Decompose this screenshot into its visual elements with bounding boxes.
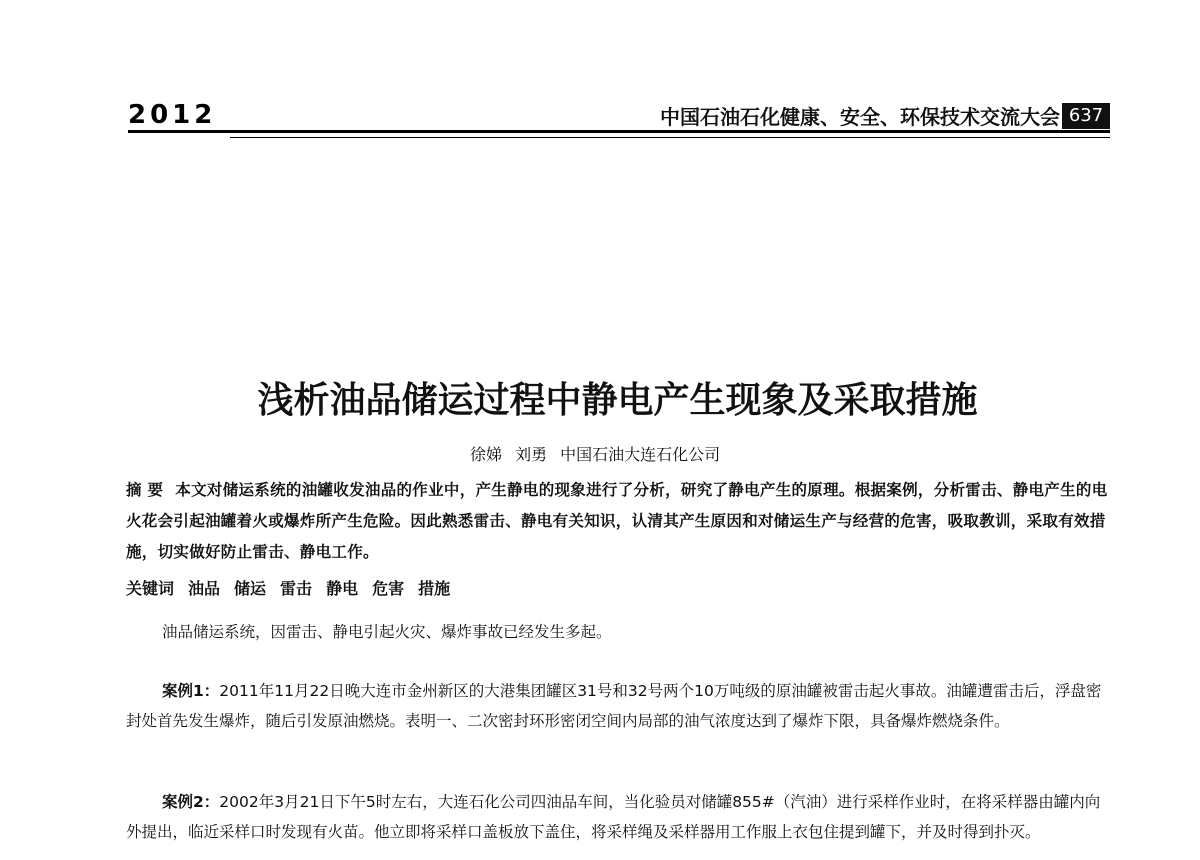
conference-title: 中国石油石化健康、安全、环保技术交流大会 bbox=[660, 105, 1060, 129]
header-rule-thick bbox=[128, 130, 1110, 133]
keyword: 油品 bbox=[188, 579, 221, 598]
keyword: 危害 bbox=[372, 579, 405, 598]
abstract-label: 摘 要 bbox=[126, 481, 164, 499]
header-rule-thin bbox=[230, 137, 1110, 138]
case-1-text: 2011年11月22日晚大连市金州新区的大港集团罐区31号和32号两个10万吨级的原油罐被雷击起火事故。油罐遭雷击后，浮盘密封处首先发生爆炸，随后引发原油燃烧。表明一、二次密封环形密闭空间内局部的油气浓度达到了爆炸下限，具备爆炸燃烧条件。 bbox=[126, 682, 1102, 730]
keyword: 措施 bbox=[418, 579, 451, 598]
keyword: 静电 bbox=[326, 579, 359, 598]
case-1-paragraph bbox=[126, 676, 1108, 736]
keywords bbox=[126, 573, 1108, 604]
case-1-label: 案例1： bbox=[162, 682, 220, 700]
page-number: 637 bbox=[1062, 103, 1110, 129]
header-year: 2012 bbox=[128, 100, 217, 130]
authors-line: 徐娣 刘勇 中国石油大连石化公司 bbox=[470, 445, 721, 464]
case-2-text: 2002年3月21日下午5时左右，大连石化公司四油品车间，当化验员对储罐855#（汽油）进行采样作业时，在将采样器由罐内向外提出，临近采样口时发现有火苗。他立即将采样口盖板放下盖住，将采样绳及采样器用工作服上衣包住提到罐下，并及时得到扑灭。 bbox=[126, 793, 1101, 841]
abstract bbox=[126, 475, 1108, 568]
keyword: 储运 bbox=[234, 579, 267, 598]
intro-paragraph: 油品储运系统，因雷击、静电引起火灾、爆炸事故已经发生多起。 bbox=[162, 623, 612, 641]
keyword: 雷击 bbox=[280, 579, 313, 598]
keywords-label: 关键词 bbox=[126, 579, 175, 598]
case-2-label: 案例2： bbox=[162, 793, 220, 811]
paper-title: 浅析油品储运过程中静电产生现象及采取措施 bbox=[257, 380, 978, 421]
case-2-paragraph bbox=[126, 787, 1108, 847]
abstract-text: 本文对储运系统的油罐收发油品的作业中，产生静电的现象进行了分析，研究了静电产生的原理。根据案例，分析雷击、静电产生的电火花会引起油罐着火或爆炸所产生危险。因此熟悉雷击、静电有关知识，认清其产生原因和对储运生产与经营的危害，吸取教训，采取有效措施，切实做好防止雷击、静电工作。 bbox=[126, 481, 1108, 561]
